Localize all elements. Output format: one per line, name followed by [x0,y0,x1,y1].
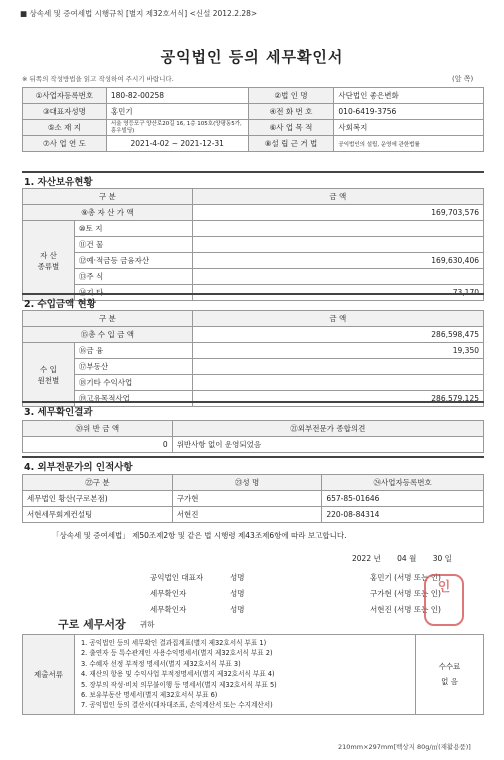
asset-row-label: ⑭기 타 [74,285,192,301]
signer-name: 서현진 (서명 또는 인) [370,605,441,614]
date-day: 30 [432,554,443,563]
legal-statement: 「상속세 및 증여세법」 제50조제2항 및 같은 법 시행령 제43조제6항에 따라 보고합니다. [52,531,347,540]
attachment-item: 7. 공익법인 등의 결산서(대차대조표, 손익계산서 또는 수지계산서) [80,701,273,710]
expert-regno: 657-85-01646 [322,491,484,507]
expert-header-name: ㉓성 명 [172,475,322,491]
experts-table [22,474,484,523]
attachments-list [74,635,415,715]
expert-firm: 세무법인 황산(구로본점) [23,491,173,507]
purpose: 사회복지 [334,120,484,136]
asset-row-value [192,269,483,285]
info-table [22,87,484,152]
expert-firm: 서현세무회계컨설팅 [23,507,173,523]
page-side: (앞 쪽) [452,75,474,83]
total-assets-value: 169,703,576 [192,205,483,221]
fee-cell [416,635,484,715]
label-corp-name: ②법 인 명 [248,88,334,104]
income-row-value: 286,579,125 [192,391,483,407]
result-table [22,420,484,453]
date-month-unit: 월 [409,554,417,563]
asset-row-value: 169,630,406 [192,253,483,269]
violation-amount-header: ⑳위 반 금 액 [23,421,173,437]
total-income-label: ⑮총 수 입 금 액 [23,327,193,343]
income-row-label: ⑰부동산 [74,359,192,375]
assets-table [22,188,484,301]
total-income-value: 286,598,475 [192,327,483,343]
paper-spec: 210mm×297mm[백상지 80g/㎡(재활용품)] [338,743,471,751]
income-row-label: ⑲고유목적사업 [74,391,192,407]
income-row-value [192,375,483,391]
phone: 010-6419-3756 [334,104,484,120]
fee-label: 수수료 [438,662,461,672]
label-representative: ③대표자성명 [23,104,107,120]
address: 서울 영등포구 양산로20길 16, 1층 105호(양평동5가, 흥우빌딩) [106,120,248,136]
recipient-office: 구로 세무서장 [58,618,126,631]
assets-header-category: 구 분 [23,189,193,205]
label-business-number: ①사업자등록번호 [23,88,107,104]
attachment-item: 2. 출연자 등 특수관계인 사용수익명세서(별지 제32호서식 부표 2) [80,649,273,658]
asset-row-label: ⑫예·적금등 금융자산 [74,253,192,269]
signer-role: 세무확인자 [150,589,187,598]
fiscal-year: 2021-4-02 ~ 2021-12-31 [106,136,248,152]
label-fiscal-year: ⑦사 업 연 도 [23,136,107,152]
attachment-item: 4. 재산의 항용 및 수익사업 부적정명세서(별지 제32호서식 부표 4) [80,670,275,679]
corp-name: 사단법인 좋은변화 [334,88,484,104]
asset-row-value: 73,170 [192,285,483,301]
seal-stamp-text: 인 [437,580,451,595]
date-month: 04 [397,554,407,563]
recipient-suffix: 귀하 [140,620,155,629]
date-day-unit: 일 [444,554,452,563]
business-number: 180-82-00258 [106,88,248,104]
attachments-table [22,634,484,715]
expert-opinion: 위반사항 없이 운영되었음 [172,437,483,453]
signer-name-label: 성명 [230,573,245,582]
asset-row-label: ⑬주 식 [74,269,192,285]
seal-stamp [424,574,464,626]
label-phone: ④전 화 번 호 [248,104,334,120]
attachment-item: 3. 수혜자 선정 부적정 명세서(별지 제32호서식 부표 3) [80,659,241,668]
signer-name-label: 성명 [230,605,245,614]
expert-regno: 220-08-84314 [322,507,484,523]
assets-group-label: 자 산 종류별 [23,221,75,301]
income-table [22,310,484,407]
section-income-title: 2. 수입금액 현황 [24,299,96,310]
signer-role: 공익법인 대표자 [150,573,204,582]
expert-header-type: ㉒구 분 [23,475,173,491]
asset-row-value [192,237,483,253]
attachments-label: 제출서류 [23,635,75,715]
section-result-title: 3. 세무확인결과 [24,407,93,418]
expert-header-regno: ㉔사업자등록번호 [322,475,484,491]
assets-header-amount: 금 액 [192,189,483,205]
signer-role: 세무확인자 [150,605,187,614]
asset-row-label: ⑩토 지 [74,221,192,237]
total-assets-label: ⑨총 자 산 가 액 [23,205,193,221]
date-year-unit: 년 [373,554,381,563]
signer-name: 홍민기 (서명 또는 인) [370,573,441,582]
section-assets-title: 1. 자산보유현황 [24,177,93,188]
expert-name: 서현진 [172,507,322,523]
label-basis-law: ⑧설 립 근 거 법 [248,136,334,152]
income-row-label: ⑱기타 수익사업 [74,375,192,391]
fee-value: 없 음 [441,677,458,687]
date-year: 2022 [352,554,372,563]
violation-amount: 0 [23,437,173,453]
signer-name-label: 성명 [230,589,245,598]
section-experts-title: 4. 외부전문가의 인적사항 [24,462,133,473]
report-date [352,553,452,564]
attachment-item: 1. 공익법인 등의 세무확인 결과집계표(별지 제32호서식 부표 1) [80,639,267,647]
income-row-value [192,359,483,375]
income-header-category: 구 분 [23,311,193,327]
basis-law: 공익법인의 설립, 운영에 관한법률 [334,136,484,152]
asset-row-value [192,221,483,237]
income-header-amount: 금 액 [192,311,483,327]
attachment-item: 6. 보유부동산 명세서(별지 제32호서식 부표 6) [80,691,218,700]
expert-name: 구가현 [172,491,322,507]
representative: 홍민기 [106,104,248,120]
label-address: ⑤소 재 지 [23,120,107,136]
instruction-note: ※ 뒤쪽의 작성방법을 읽고 작성하여 주시기 바랍니다. [22,75,174,83]
page-title: 공익법인 등의 세무확인서 [160,48,344,66]
income-row-value: 19,350 [192,343,483,359]
attachment-item: 5. 장부의 작성·비치 의무불이행 등 명세서(별지 제32호서식 부표 5) [80,680,277,689]
income-group-label: 수 입 원천별 [23,343,75,407]
label-purpose: ⑥사 업 목 적 [248,120,334,136]
signer-name: 구가현 (서명 또는 인) [370,589,441,598]
expert-opinion-header: ㉑외부전문가 종합의견 [172,421,483,437]
asset-row-label: ⑪건 물 [74,237,192,253]
income-row-label: ⑯금 융 [74,343,192,359]
law-reference: ■ 상속세 및 증여세법 시행규칙 [별지 제32호서식] <신설 2012.2.28> [20,9,258,18]
